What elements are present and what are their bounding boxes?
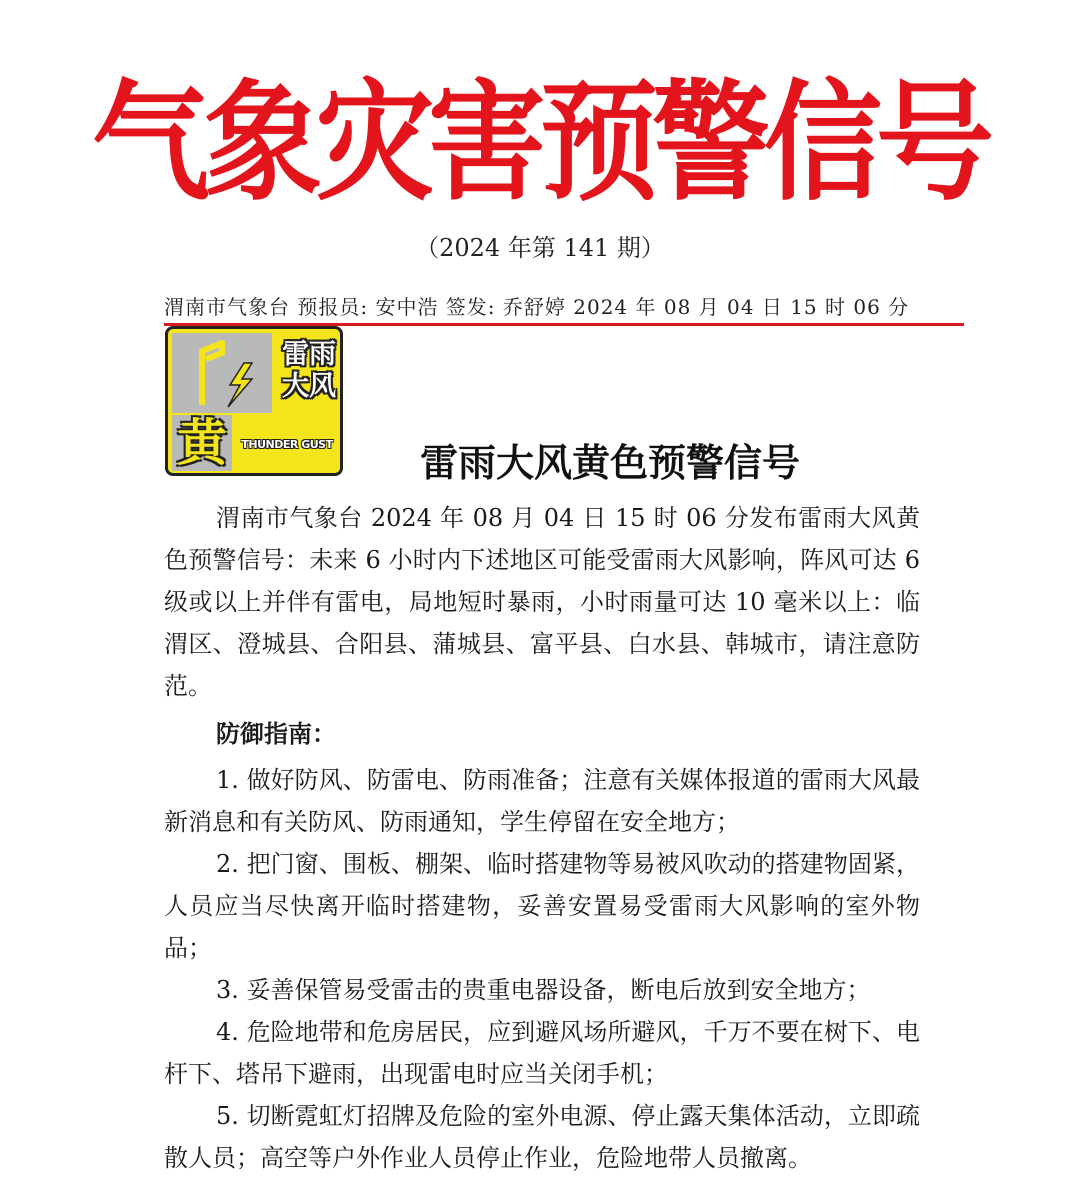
guide-item: 4. 危险地带和危房居民，应到避风场所避风，千万不要在树下、电杆下、塔吊下避雨，出现雷电时应当关闭手机； <box>164 1018 920 1088</box>
document-title: 气象灾害预警信号 <box>91 66 988 219</box>
signal-title: 雷雨大风黄色预警信号 <box>419 441 800 485</box>
defense-guide-heading: 防御指南： <box>216 720 336 748</box>
guide-item: 1. 做好防风、防雷电、防雨准备；注意有关媒体报道的雷雨大风最新消息和有关防风、防雨通知，学生停留在安全地方； <box>164 766 920 836</box>
thunder-gust-icon <box>172 333 272 413</box>
guide-item: 3. 妥善保管易受雷击的贵重电器设备，断电后放到安全地方； <box>216 976 871 1004</box>
guide-item: 2. 把门窗、围板、棚架、临时搭建物等易被风吹动的搭建物固紧，人员应当尽快离开临时搭建物，妥善安置易受雷雨大风影响的室外物品； <box>164 850 920 962</box>
badge-english-label: THUNDER GUST <box>241 438 333 451</box>
badge-name-line1: 雷雨 <box>282 339 336 370</box>
warning-badge <box>165 326 343 476</box>
document-body <box>164 497 920 1179</box>
badge-warning-type <box>278 339 340 403</box>
badge-level: 黄 <box>172 415 232 471</box>
issuer-info-line: 渭南市气象台 预报员: 安中浩 签发: 乔舒婷 2024 年 08 月 04 日 15 时 06 分 <box>164 295 910 319</box>
warning-paragraph: 渭南市气象台 2024 年 08 月 04 日 15 时 06 分发布雷雨大风黄色预警信号：未来 6 小时内下述地区可能受雷雨大风影响，阵风可达 6 级或以上并伴有雷电，局地短时暴雨，小时雨量可达 10 毫米以上：临渭区、澄城县、合阳县、蒲城县、富平县、白水县、韩城市，请注意防范。 <box>164 504 920 700</box>
issue-number: （2024 年第 141 期） <box>415 234 665 262</box>
badge-name-line2: 大风 <box>282 371 336 402</box>
guide-item: 5. 切断霓虹灯招牌及危险的室外电源、停止露天集体活动，立即疏散人员；高空等户外作业人员停止作业，危险地带人员撤离。 <box>164 1102 920 1172</box>
